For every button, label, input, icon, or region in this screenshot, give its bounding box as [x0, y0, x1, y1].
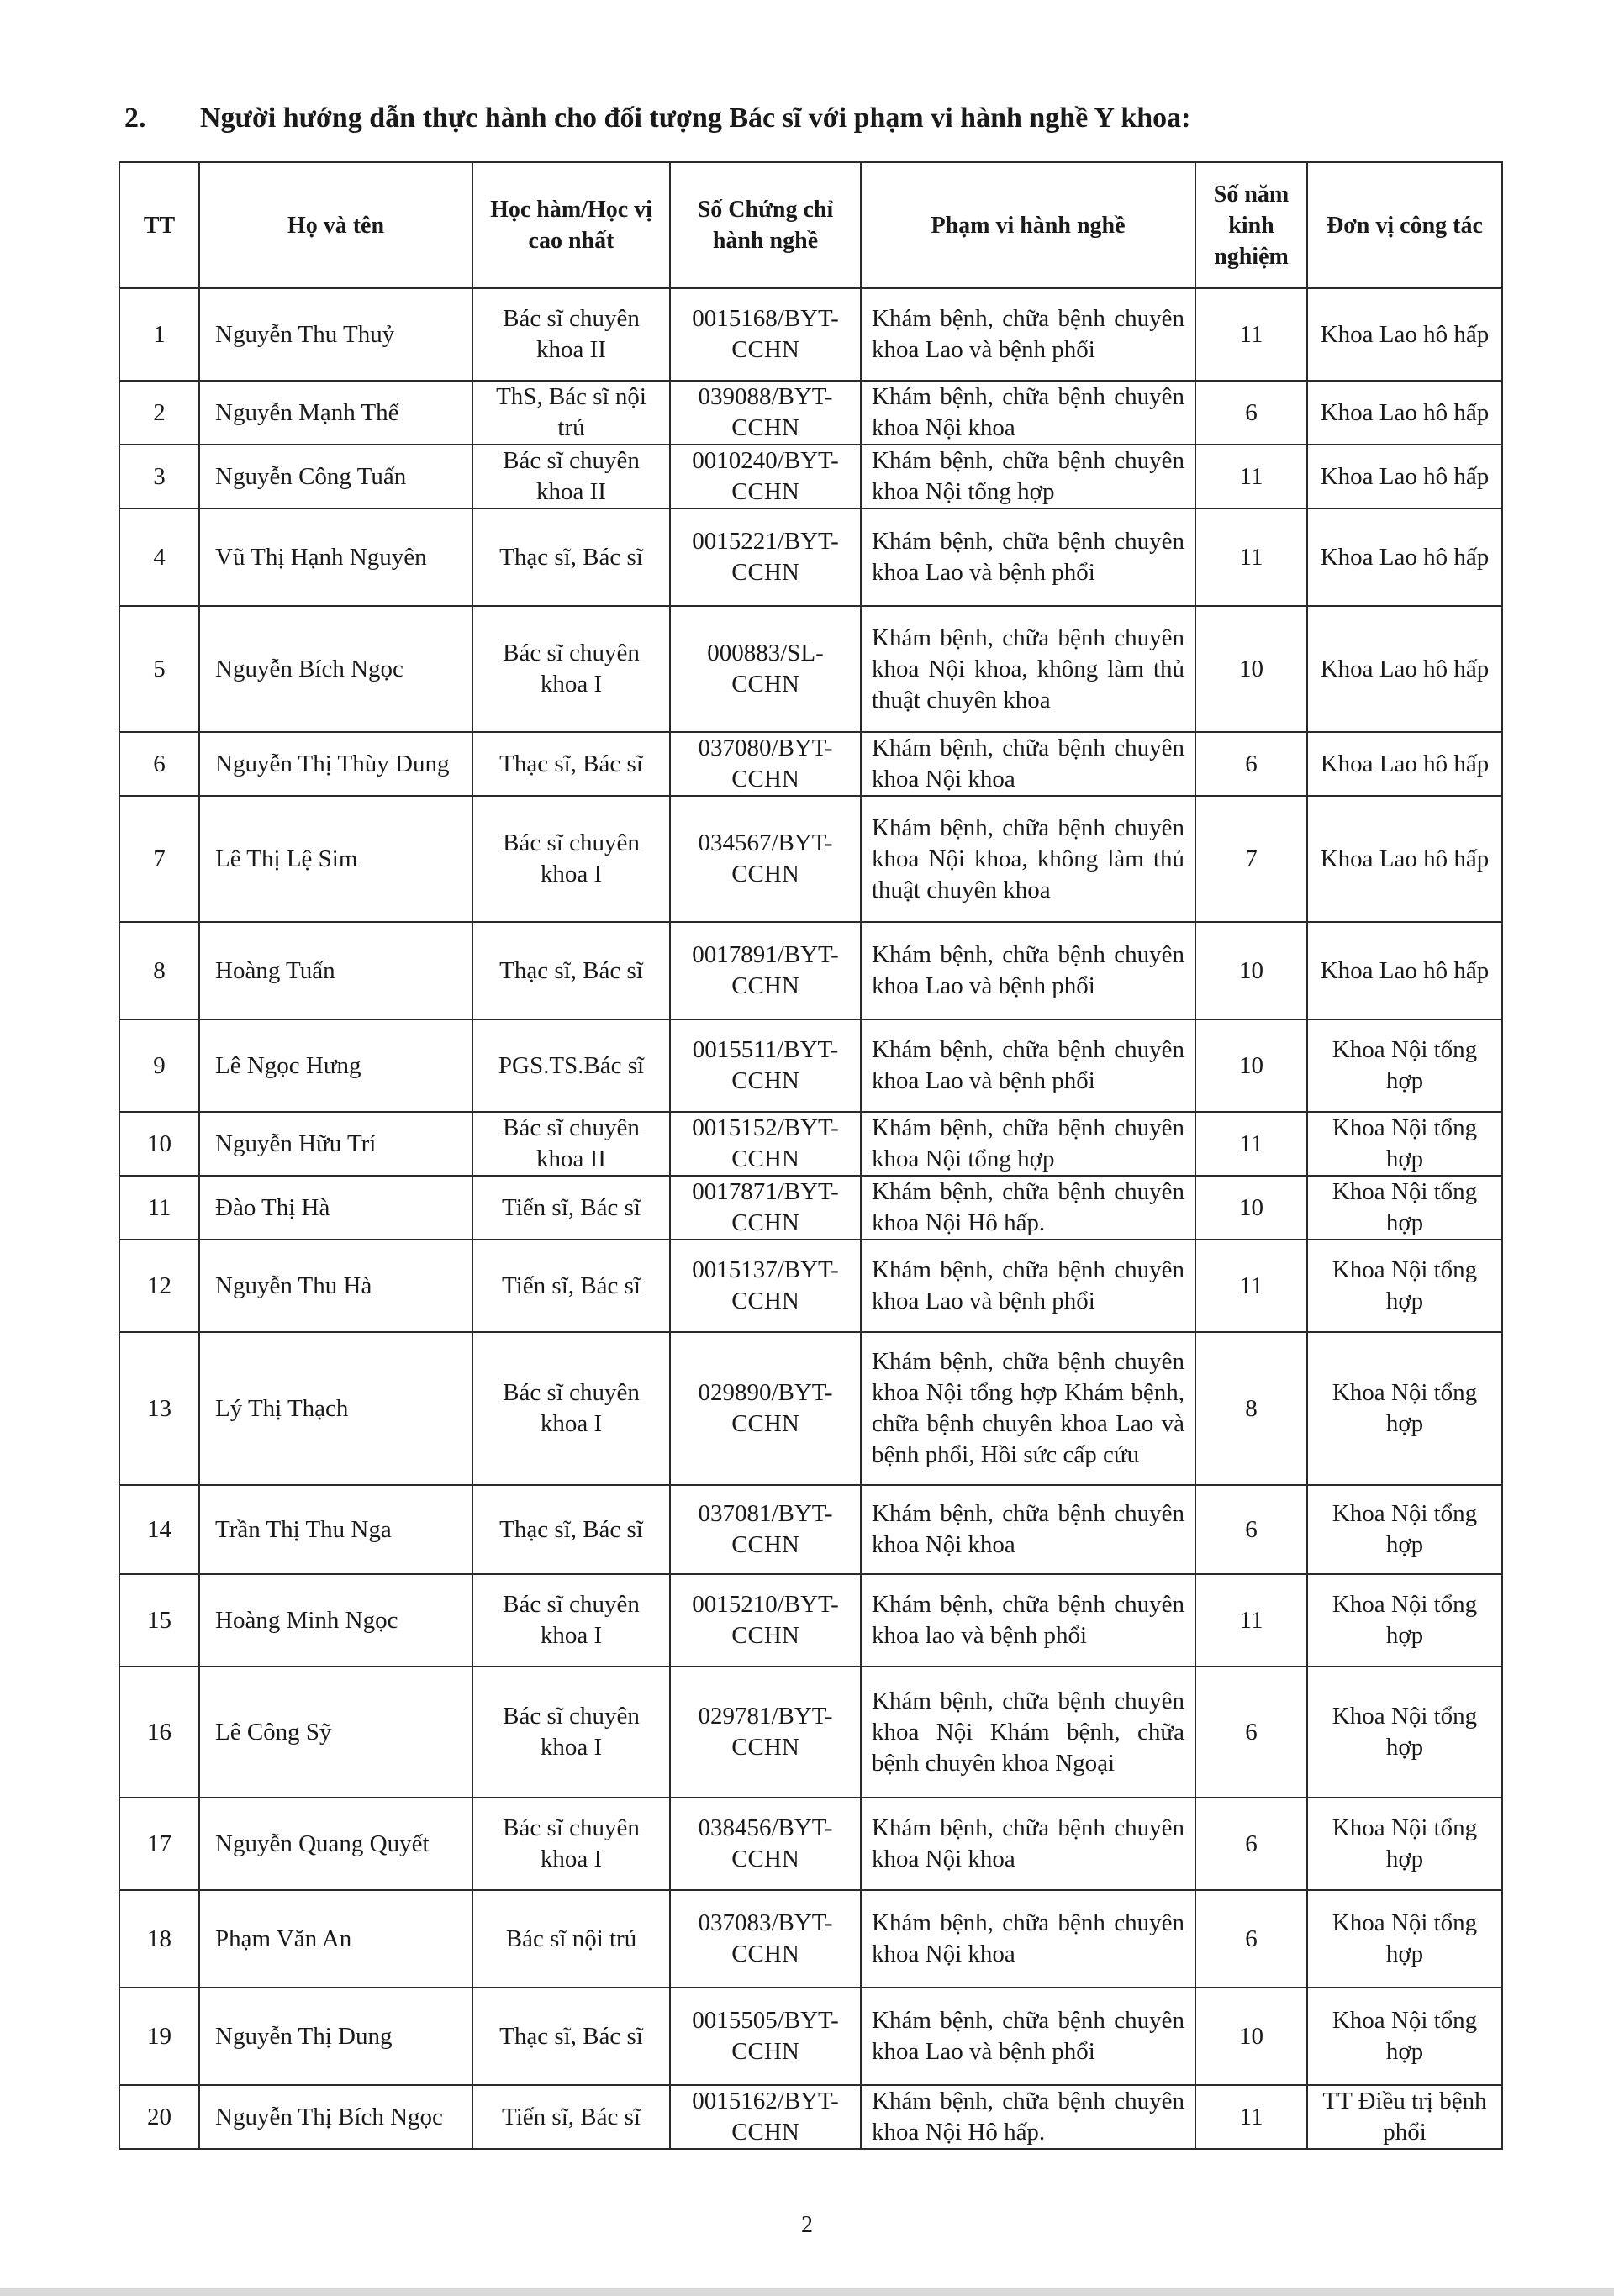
row-degree: ThS, Bác sĩ nội trú	[472, 381, 670, 445]
row-tt: 3	[119, 445, 199, 508]
row-degree: Bác sĩ chuyên khoa II	[472, 445, 670, 508]
row-unit: Khoa Nội tổng hợp	[1307, 1890, 1502, 1988]
row-scope: Khám bệnh, chữa bệnh chuyên khoa Nội khoa	[861, 732, 1195, 796]
row-scope: Khám bệnh, chữa bệnh chuyên khoa Nội khoa, không làm thủ thuật chuyên khoa	[861, 796, 1195, 922]
row-degree: Bác sĩ chuyên khoa II	[472, 1112, 670, 1176]
row-cert: 039088/BYT-CCHN	[670, 381, 861, 445]
row-cert: 0015210/BYT-CCHN	[670, 1574, 861, 1667]
row-years: 6	[1195, 1485, 1307, 1574]
row-tt: 7	[119, 796, 199, 922]
row-scope: Khám bệnh, chữa bệnh chuyên khoa Nội khoa	[861, 1485, 1195, 1574]
table-row	[119, 1667, 1502, 1798]
row-degree: Bác sĩ chuyên khoa I	[472, 1798, 670, 1890]
row-years: 11	[1195, 1112, 1307, 1176]
row-cert: 037080/BYT-CCHN	[670, 732, 861, 796]
row-degree: Bác sĩ chuyên khoa I	[472, 1574, 670, 1667]
row-degree: Bác sĩ chuyên khoa I	[472, 1667, 670, 1798]
row-tt: 17	[119, 1798, 199, 1890]
section-number: 2.	[124, 103, 146, 134]
row-scope: Khám bệnh, chữa bệnh chuyên khoa Nội tổng hợp	[861, 1112, 1195, 1176]
table-body	[119, 288, 1502, 2149]
row-unit: Khoa Nội tổng hợp	[1307, 1240, 1502, 1332]
header-tt: TT	[119, 162, 199, 288]
row-tt: 20	[119, 2085, 199, 2149]
row-name: Nguyễn Hữu Trí	[199, 1112, 472, 1176]
row-scope: Khám bệnh, chữa bệnh chuyên khoa Nội Hô hấp.	[861, 2085, 1195, 2149]
table-row	[119, 1890, 1502, 1988]
row-name: Nguyễn Thu Thuỷ	[199, 288, 472, 381]
row-tt: 8	[119, 922, 199, 1019]
row-cert: 000883/SL-CCHN	[670, 606, 861, 732]
row-degree: Thạc sĩ, Bác sĩ	[472, 922, 670, 1019]
table-row	[119, 2085, 1502, 2149]
row-name: Nguyễn Thu Hà	[199, 1240, 472, 1332]
row-name: Nguyễn Thị Dung	[199, 1988, 472, 2085]
row-name: Hoàng Tuấn	[199, 922, 472, 1019]
row-degree: Bác sĩ chuyên khoa I	[472, 796, 670, 922]
row-cert: 0015505/BYT-CCHN	[670, 1988, 861, 2085]
row-cert: 029781/BYT-CCHN	[670, 1667, 861, 1798]
row-unit: Khoa Nội tổng hợp	[1307, 1798, 1502, 1890]
instructor-table	[119, 161, 1503, 2150]
row-scope: Khám bệnh, chữa bệnh chuyên khoa Nội Khám bệnh, chữa bệnh chuyên khoa Ngoại	[861, 1667, 1195, 1798]
row-name: Trần Thị Thu Nga	[199, 1485, 472, 1574]
row-cert: 0015162/BYT-CCHN	[670, 2085, 861, 2149]
table-row	[119, 732, 1502, 796]
row-degree: Bác sĩ chuyên khoa I	[472, 1332, 670, 1485]
row-tt: 9	[119, 1019, 199, 1112]
row-scope: Khám bệnh, chữa bệnh chuyên khoa Lao và bệnh phổi	[861, 288, 1195, 381]
table-row	[119, 922, 1502, 1019]
row-unit: Khoa Nội tổng hợp	[1307, 1019, 1502, 1112]
table-row	[119, 1798, 1502, 1890]
row-name: Lý Thị Thạch	[199, 1332, 472, 1485]
page-number: 2	[801, 2212, 813, 2238]
row-tt: 15	[119, 1574, 199, 1667]
table-row	[119, 606, 1502, 732]
row-name: Lê Thị Lệ Sim	[199, 796, 472, 922]
row-unit: Khoa Nội tổng hợp	[1307, 1176, 1502, 1240]
row-unit: Khoa Lao hô hấp	[1307, 508, 1502, 606]
header-scope: Phạm vi hành nghề	[861, 162, 1195, 288]
table-row	[119, 1240, 1502, 1332]
header-unit: Đơn vị công tác	[1307, 162, 1502, 288]
row-name: Lê Ngọc Hưng	[199, 1019, 472, 1112]
row-tt: 6	[119, 732, 199, 796]
row-years: 11	[1195, 445, 1307, 508]
row-unit: Khoa Lao hô hấp	[1307, 445, 1502, 508]
table-row	[119, 1176, 1502, 1240]
section-heading	[124, 103, 1190, 134]
table-row	[119, 1485, 1502, 1574]
row-scope: Khám bệnh, chữa bệnh chuyên khoa Nội tổng hợp Khám bệnh, chữa bệnh chuyên khoa Lao và bệnh phổi, Hồi sức cấp cứu	[861, 1332, 1195, 1485]
row-degree: Bác sĩ chuyên khoa II	[472, 288, 670, 381]
table-row	[119, 1574, 1502, 1667]
row-unit: Khoa Lao hô hấp	[1307, 288, 1502, 381]
row-years: 11	[1195, 1240, 1307, 1332]
row-degree: Thạc sĩ, Bác sĩ	[472, 732, 670, 796]
row-scope: Khám bệnh, chữa bệnh chuyên khoa Lao và bệnh phổi	[861, 1019, 1195, 1112]
row-degree: Tiến sĩ, Bác sĩ	[472, 2085, 670, 2149]
table-header-row	[119, 162, 1502, 288]
table-row	[119, 445, 1502, 508]
row-years: 8	[1195, 1332, 1307, 1485]
row-cert: 0015137/BYT-CCHN	[670, 1240, 861, 1332]
row-cert: 0017891/BYT-CCHN	[670, 922, 861, 1019]
row-scope: Khám bệnh, chữa bệnh chuyên khoa Nội khoa	[861, 1798, 1195, 1890]
row-cert: 0010240/BYT-CCHN	[670, 445, 861, 508]
row-tt: 2	[119, 381, 199, 445]
row-years: 6	[1195, 1890, 1307, 1988]
row-degree: Bác sĩ nội trú	[472, 1890, 670, 1988]
row-unit: Khoa Nội tổng hợp	[1307, 1988, 1502, 2085]
row-name: Nguyễn Quang Quyết	[199, 1798, 472, 1890]
row-years: 6	[1195, 1798, 1307, 1890]
row-cert: 034567/BYT-CCHN	[670, 796, 861, 922]
row-scope: Khám bệnh, chữa bệnh chuyên khoa Nội khoa, không làm thủ thuật chuyên khoa	[861, 606, 1195, 732]
header-name: Họ và tên	[199, 162, 472, 288]
row-cert: 0017871/BYT-CCHN	[670, 1176, 861, 1240]
row-scope: Khám bệnh, chữa bệnh chuyên khoa lao và bệnh phổi	[861, 1574, 1195, 1667]
table-row	[119, 1332, 1502, 1485]
row-years: 6	[1195, 381, 1307, 445]
row-name: Nguyễn Thị Thùy Dung	[199, 732, 472, 796]
row-unit: Khoa Nội tổng hợp	[1307, 1332, 1502, 1485]
row-name: Nguyễn Bích Ngọc	[199, 606, 472, 732]
row-name: Phạm Văn An	[199, 1890, 472, 1988]
row-scope: Khám bệnh, chữa bệnh chuyên khoa Lao và bệnh phổi	[861, 508, 1195, 606]
header-years: Số năm kinh nghiệm	[1195, 162, 1307, 288]
table-row	[119, 1112, 1502, 1176]
row-cert: 037083/BYT-CCHN	[670, 1890, 861, 1988]
row-degree: Thạc sĩ, Bác sĩ	[472, 1988, 670, 2085]
row-tt: 11	[119, 1176, 199, 1240]
row-name: Nguyễn Công Tuấn	[199, 445, 472, 508]
row-cert: 0015511/BYT-CCHN	[670, 1019, 861, 1112]
row-tt: 16	[119, 1667, 199, 1798]
row-unit: Khoa Nội tổng hợp	[1307, 1485, 1502, 1574]
row-scope: Khám bệnh, chữa bệnh chuyên khoa Nội khoa	[861, 381, 1195, 445]
row-name: Vũ Thị Hạnh Nguyên	[199, 508, 472, 606]
row-years: 11	[1195, 288, 1307, 381]
table-row	[119, 1019, 1502, 1112]
row-cert: 0015152/BYT-CCHN	[670, 1112, 861, 1176]
row-degree: Tiến sĩ, Bác sĩ	[472, 1176, 670, 1240]
row-unit: Khoa Nội tổng hợp	[1307, 1112, 1502, 1176]
row-cert: 029890/BYT-CCHN	[670, 1332, 861, 1485]
row-tt: 19	[119, 1988, 199, 2085]
table-row	[119, 288, 1502, 381]
table-row	[119, 508, 1502, 606]
row-unit: Khoa Lao hô hấp	[1307, 732, 1502, 796]
row-scope: Khám bệnh, chữa bệnh chuyên khoa Lao và bệnh phổi	[861, 922, 1195, 1019]
row-tt: 18	[119, 1890, 199, 1988]
row-years: 7	[1195, 796, 1307, 922]
row-unit: Khoa Nội tổng hợp	[1307, 1667, 1502, 1798]
row-degree: PGS.TS.Bác sĩ	[472, 1019, 670, 1112]
row-years: 6	[1195, 732, 1307, 796]
row-cert: 038456/BYT-CCHN	[670, 1798, 861, 1890]
header-degree: Học hàm/Học vị cao nhất	[472, 162, 670, 288]
row-scope: Khám bệnh, chữa bệnh chuyên khoa Lao và bệnh phổi	[861, 1240, 1195, 1332]
row-cert: 0015221/BYT-CCHN	[670, 508, 861, 606]
header-cert: Số Chứng chỉ hành nghề	[670, 162, 861, 288]
row-unit: Khoa Lao hô hấp	[1307, 796, 1502, 922]
row-years: 11	[1195, 508, 1307, 606]
row-tt: 10	[119, 1112, 199, 1176]
row-unit: TT Điều trị bệnh phổi	[1307, 2085, 1502, 2149]
row-tt: 13	[119, 1332, 199, 1485]
row-name: Nguyễn Thị Bích Ngọc	[199, 2085, 472, 2149]
row-degree: Thạc sĩ, Bác sĩ	[472, 1485, 670, 1574]
table-row	[119, 1988, 1502, 2085]
row-years: 10	[1195, 1176, 1307, 1240]
row-scope: Khám bệnh, chữa bệnh chuyên khoa Nội khoa	[861, 1890, 1195, 1988]
row-name: Đào Thị Hà	[199, 1176, 472, 1240]
row-unit: Khoa Lao hô hấp	[1307, 381, 1502, 445]
row-years: 6	[1195, 1667, 1307, 1798]
row-name: Nguyễn Mạnh Thế	[199, 381, 472, 445]
row-scope: Khám bệnh, chữa bệnh chuyên khoa Lao và bệnh phổi	[861, 1988, 1195, 2085]
scan-edge	[0, 2288, 1614, 2296]
row-tt: 12	[119, 1240, 199, 1332]
row-tt: 14	[119, 1485, 199, 1574]
row-scope: Khám bệnh, chữa bệnh chuyên khoa Nội Hô hấp.	[861, 1176, 1195, 1240]
row-degree: Thạc sĩ, Bác sĩ	[472, 508, 670, 606]
row-years: 10	[1195, 606, 1307, 732]
section-title: Người hướng dẫn thực hành cho đối tượng Bác sĩ với phạm vi hành nghề Y khoa:	[200, 103, 1191, 134]
row-tt: 5	[119, 606, 199, 732]
row-years: 11	[1195, 2085, 1307, 2149]
row-years: 10	[1195, 922, 1307, 1019]
row-degree: Tiến sĩ, Bác sĩ	[472, 1240, 670, 1332]
row-degree: Bác sĩ chuyên khoa I	[472, 606, 670, 732]
table-row	[119, 796, 1502, 922]
row-unit: Khoa Nội tổng hợp	[1307, 1574, 1502, 1667]
table-row	[119, 381, 1502, 445]
row-tt: 4	[119, 508, 199, 606]
row-cert: 037081/BYT-CCHN	[670, 1485, 861, 1574]
row-unit: Khoa Lao hô hấp	[1307, 922, 1502, 1019]
row-years: 11	[1195, 1574, 1307, 1667]
row-name: Lê Công Sỹ	[199, 1667, 472, 1798]
row-cert: 0015168/BYT-CCHN	[670, 288, 861, 381]
row-years: 10	[1195, 1019, 1307, 1112]
row-tt: 1	[119, 288, 199, 381]
row-scope: Khám bệnh, chữa bệnh chuyên khoa Nội tổng hợp	[861, 445, 1195, 508]
row-years: 10	[1195, 1988, 1307, 2085]
row-unit: Khoa Lao hô hấp	[1307, 606, 1502, 732]
row-name: Hoàng Minh Ngọc	[199, 1574, 472, 1667]
